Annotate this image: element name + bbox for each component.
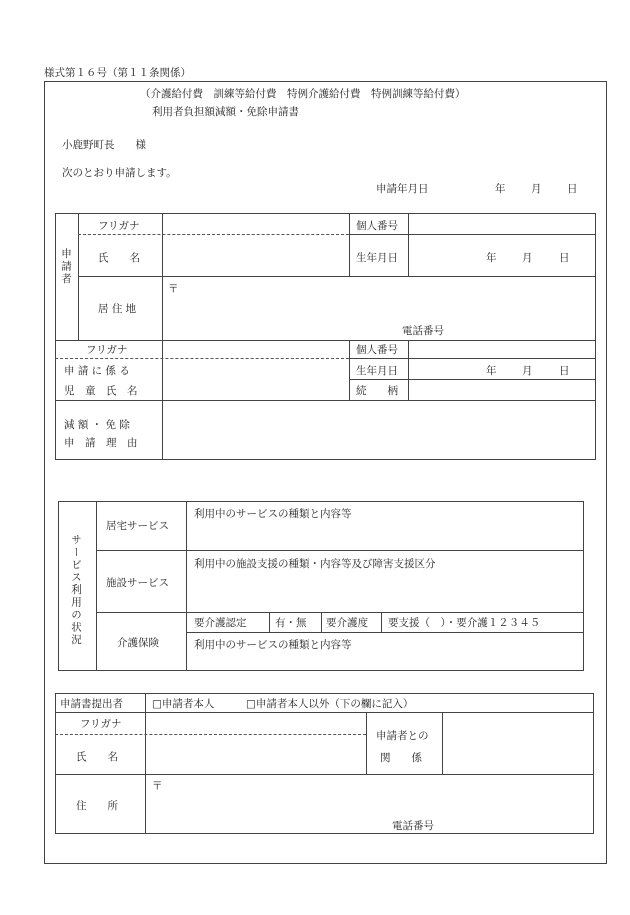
reason-label-line1: 減 額 ・ 免 除 xyxy=(64,419,130,431)
facility-service-desc: 利用中の施設支援の種類・内容等及び障害支援区分 xyxy=(194,558,436,570)
form-number: 様式第１６号（第１１条関係） xyxy=(44,67,191,79)
addressee: 小鹿野町長 様 xyxy=(62,139,146,151)
date-label: 申請年月日 xyxy=(376,183,429,195)
child-furigana-label: フリガナ xyxy=(86,344,128,356)
applicant-address-label: 居 住 地 xyxy=(98,303,137,315)
child-birth-month: 月 xyxy=(522,365,533,377)
facility-service-label: 施設サービス xyxy=(106,577,169,589)
child-label-line2: 児 童 氏 名 xyxy=(64,385,138,397)
applicant-birth-year: 年 xyxy=(486,252,497,264)
submitter-name-label: 氏 名 xyxy=(76,751,118,763)
submitter-postal-mark: 〒 xyxy=(152,780,163,792)
submitter-furigana-label: フリガナ xyxy=(80,718,122,730)
services-section-label: サービス利用の状況 xyxy=(70,534,82,647)
applicant-section-label: 申請者 xyxy=(60,248,72,286)
child-birth-label: 生年月日 xyxy=(356,365,398,377)
applicant-postal-mark: 〒 xyxy=(168,283,179,295)
applicant-furigana-label: フリガナ xyxy=(98,220,140,232)
applicant-birth-label: 生年月日 xyxy=(356,252,398,264)
submitter-phone-label: 電話番号 xyxy=(392,820,434,832)
applicant-table xyxy=(55,213,596,460)
home-service-label: 居宅サービス xyxy=(106,520,169,532)
child-relation-label: 続 柄 xyxy=(356,385,398,397)
intro-text: 次のとおり申請します。 xyxy=(62,167,177,179)
care-service-desc: 利用中のサービスの種類と内容等 xyxy=(194,639,352,651)
date-month: 月 xyxy=(531,183,542,195)
applicant-phone-label: 電話番号 xyxy=(402,325,444,337)
applicant-name-label: 氏 名 xyxy=(98,252,140,264)
child-personal-no-label: 個人番号 xyxy=(356,344,398,356)
applicant-birth-month: 月 xyxy=(522,252,533,264)
submitter-option-other[interactable]: □申請者本人以外（下の欄に記入） xyxy=(246,698,414,710)
care-level-values: 要支援（ ）・要介護１２３４５ xyxy=(388,617,541,629)
date-day: 日 xyxy=(567,183,578,195)
date-year: 年 xyxy=(495,183,506,195)
care-yes-no: 有・無 xyxy=(275,617,307,629)
submitter-relation-line2: 関 係 xyxy=(380,752,422,764)
reason-label-line2: 申 請 理 由 xyxy=(64,437,138,449)
child-birth-day: 日 xyxy=(559,365,570,377)
care-insurance-label: 介護保険 xyxy=(117,637,159,649)
submitter-option-self[interactable]: □申請者本人 xyxy=(152,698,215,710)
child-label-line1: 申 請 に 係 る xyxy=(64,365,130,377)
submitter-label: 申請書提出者 xyxy=(60,698,123,710)
applicant-personal-no-label: 個人番号 xyxy=(356,220,398,232)
care-level-label: 要介護度 xyxy=(326,617,368,629)
care-cert-label: 要介護認定 xyxy=(194,617,247,629)
applicant-birth-day: 日 xyxy=(559,252,570,264)
form-title: 利用者負担額減額・免除申請書 xyxy=(152,106,299,118)
submitter-relation-line1: 申請者との xyxy=(376,730,429,742)
submitter-address-label: 住 所 xyxy=(76,800,118,812)
child-birth-year: 年 xyxy=(486,365,497,377)
home-service-desc: 利用中のサービスの種類と内容等 xyxy=(194,508,352,520)
form-subtitle: （介護給付費 訓練等給付費 特例介護給付費 特例訓練等給付費） xyxy=(140,88,466,100)
submitter-table xyxy=(55,693,594,834)
